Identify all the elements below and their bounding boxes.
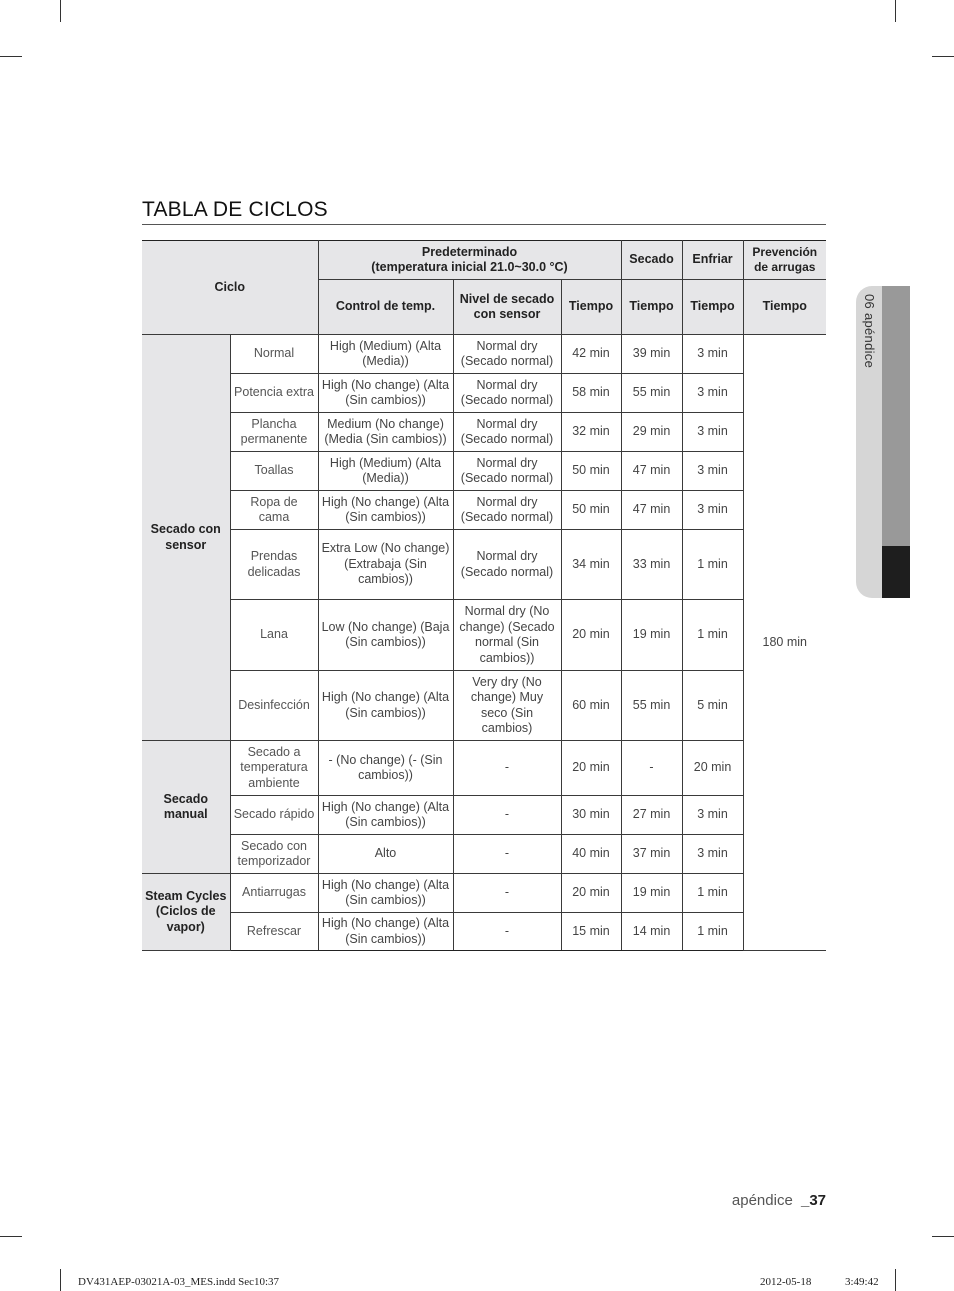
crop-mark xyxy=(0,1236,22,1237)
header-nivel: Nivel de secado con sensor xyxy=(453,280,561,335)
wrinkle-prevention-time: 180 min xyxy=(743,335,826,951)
crop-mark xyxy=(895,0,896,22)
sensor-level: Normal dry (Secado normal) xyxy=(453,530,561,600)
cool-time: 5 min xyxy=(682,671,743,741)
cycle-time: 50 min xyxy=(561,491,621,530)
dry-time: 47 min xyxy=(621,491,682,530)
sensor-level: - xyxy=(453,741,561,796)
dry-time: 37 min xyxy=(621,835,682,874)
cycle-time: 40 min xyxy=(561,835,621,874)
header-tiempo: Tiempo xyxy=(561,280,621,335)
footer-section: apéndice xyxy=(731,1192,793,1209)
cycle-name: Secado rápido xyxy=(230,796,318,835)
dry-time: 19 min xyxy=(621,874,682,913)
header-prevencion: Prevención de arrugas xyxy=(743,241,826,280)
table-row xyxy=(142,530,826,600)
header-tiempo-secado: Tiempo xyxy=(621,280,682,335)
dry-time: - xyxy=(621,741,682,796)
table-row xyxy=(142,913,826,951)
cool-time: 1 min xyxy=(682,874,743,913)
cycle-time: 34 min xyxy=(561,530,621,600)
dry-time: 27 min xyxy=(621,796,682,835)
temp-control: - (No change) (- (Sin cambios)) xyxy=(318,741,453,796)
group-name: Steam Cycles (Ciclos de vapor) xyxy=(142,874,230,951)
table-row xyxy=(142,671,826,741)
cycle-name: Plancha permanente xyxy=(230,413,318,452)
cool-time: 1 min xyxy=(682,530,743,600)
chapter-tab-label: 06 apéndice xyxy=(862,294,877,369)
cool-time: 3 min xyxy=(682,491,743,530)
cycle-time: 15 min xyxy=(561,913,621,951)
cool-time: 3 min xyxy=(682,796,743,835)
temp-control: Extra Low (No change) (Extrabaja (Sin cambios)) xyxy=(318,530,453,600)
dry-time: 55 min xyxy=(621,671,682,741)
header-tiempo-enfriar: Tiempo xyxy=(682,280,743,335)
sensor-level: - xyxy=(453,796,561,835)
slug-file: DV431AEP-03021A-03_MES.indd Sec10:37 xyxy=(78,1276,280,1288)
table-row xyxy=(142,796,826,835)
cycle-name: Desinfección xyxy=(230,671,318,741)
table-row xyxy=(142,452,826,491)
title-rule xyxy=(142,224,826,225)
group-name: Secado con sensor xyxy=(142,335,230,741)
header-control: Control de temp. xyxy=(318,280,453,335)
cycle-name: Ropa de cama xyxy=(230,491,318,530)
crop-mark xyxy=(932,56,954,57)
cool-time: 1 min xyxy=(682,913,743,951)
sensor-level: - xyxy=(453,874,561,913)
crop-mark xyxy=(60,0,61,22)
sensor-level: - xyxy=(453,913,561,951)
crop-mark xyxy=(932,1236,954,1237)
cool-time: 3 min xyxy=(682,413,743,452)
cycle-name: Antiarrugas xyxy=(230,874,318,913)
table-row xyxy=(142,874,826,913)
cycle-time: 42 min xyxy=(561,335,621,374)
sensor-level: Normal dry (Secado normal) xyxy=(453,452,561,491)
header-ciclo: Ciclo xyxy=(142,241,318,335)
sensor-level: Normal dry (Secado normal) xyxy=(453,374,561,413)
temp-control: Alto xyxy=(318,835,453,874)
cool-time: 20 min xyxy=(682,741,743,796)
slug-time: 3:49:42 xyxy=(845,1276,879,1288)
crop-mark xyxy=(60,1269,61,1291)
cycle-name: Toallas xyxy=(230,452,318,491)
sensor-level: Normal dry (No change) (Secado normal (Sin cambios)) xyxy=(453,600,561,671)
cycle-name: Secado con temporizador xyxy=(230,835,318,874)
cool-time: 3 min xyxy=(682,452,743,491)
cycle-time: 20 min xyxy=(561,600,621,671)
temp-control: High (No change) (Alta (Sin cambios)) xyxy=(318,874,453,913)
dry-time: 47 min xyxy=(621,452,682,491)
slug-date: 2012-05-18 xyxy=(760,1276,812,1288)
cycle-time: 32 min xyxy=(561,413,621,452)
page-footer xyxy=(732,1192,826,1209)
sensor-level: - xyxy=(453,835,561,874)
sensor-level: Normal dry (Secado normal) xyxy=(453,413,561,452)
cycle-name: Secado a temperatura ambiente xyxy=(230,741,318,796)
cycles-table xyxy=(142,240,826,951)
cycle-time: 58 min xyxy=(561,374,621,413)
group-name: Secado manual xyxy=(142,741,230,874)
temp-control: High (Medium) (Alta (Media)) xyxy=(318,335,453,374)
table-row xyxy=(142,600,826,671)
header-secado: Secado xyxy=(621,241,682,280)
dry-time: 29 min xyxy=(621,413,682,452)
crop-mark xyxy=(0,56,22,57)
cycle-time: 60 min xyxy=(561,671,621,741)
dry-time: 19 min xyxy=(621,600,682,671)
cool-time: 1 min xyxy=(682,600,743,671)
table-row xyxy=(142,335,826,374)
temp-control: High (No change) (Alta (Sin cambios)) xyxy=(318,671,453,741)
temp-control: High (No change) (Alta (Sin cambios)) xyxy=(318,796,453,835)
table-row xyxy=(142,491,826,530)
temp-control: Medium (No change) (Media (Sin cambios)) xyxy=(318,413,453,452)
crop-mark xyxy=(895,1269,896,1291)
table-row xyxy=(142,741,826,796)
sensor-level: Normal dry (Secado normal) xyxy=(453,491,561,530)
cycle-name: Lana xyxy=(230,600,318,671)
cool-time: 3 min xyxy=(682,335,743,374)
sensor-level: Normal dry (Secado normal) xyxy=(453,335,561,374)
header-tiempo-arrugas: Tiempo xyxy=(743,280,826,335)
cycle-time: 50 min xyxy=(561,452,621,491)
dry-time: 55 min xyxy=(621,374,682,413)
cool-time: 3 min xyxy=(682,835,743,874)
temp-control: High (No change) (Alta (Sin cambios)) xyxy=(318,374,453,413)
dry-time: 33 min xyxy=(621,530,682,600)
temp-control: High (No change) (Alta (Sin cambios)) xyxy=(318,491,453,530)
temp-control: Low (No change) (Baja (Sin cambios)) xyxy=(318,600,453,671)
page-title: TABLA DE CICLOS xyxy=(142,198,328,221)
temp-control: High (No change) (Alta (Sin cambios)) xyxy=(318,913,453,951)
cycle-name: Potencia extra xyxy=(230,374,318,413)
cycle-time: 20 min xyxy=(561,741,621,796)
footer-page-number: _37 xyxy=(800,1192,826,1209)
cycle-name: Normal xyxy=(230,335,318,374)
cool-time: 3 min xyxy=(682,374,743,413)
temp-control: High (Medium) (Alta (Media)) xyxy=(318,452,453,491)
cycle-time: 30 min xyxy=(561,796,621,835)
chapter-tab-marker xyxy=(882,286,910,546)
cycle-name: Refrescar xyxy=(230,913,318,951)
header-predeterminado: Predeterminado (temperatura inicial 21.0~30.0 °C) xyxy=(318,241,621,280)
cycle-time: 20 min xyxy=(561,874,621,913)
table-row xyxy=(142,835,826,874)
table-row xyxy=(142,374,826,413)
sensor-level: Very dry (No change) Muy seco (Sin cambios) xyxy=(453,671,561,741)
cycle-name: Prendas delicadas xyxy=(230,530,318,600)
header-enfriar: Enfriar xyxy=(682,241,743,280)
table-row xyxy=(142,413,826,452)
dry-time: 14 min xyxy=(621,913,682,951)
dry-time: 39 min xyxy=(621,335,682,374)
chapter-tab-marker xyxy=(882,546,910,598)
